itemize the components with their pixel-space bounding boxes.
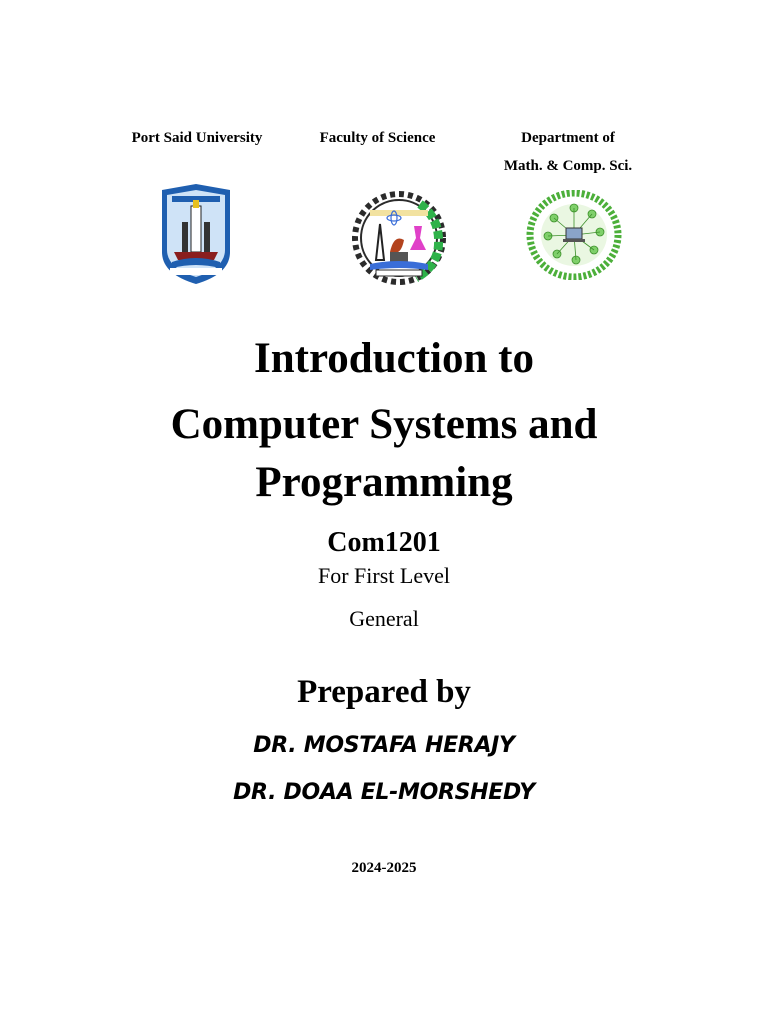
university-logo [158,182,234,286]
department-name-line2: Math. & Comp. Sci. [503,158,633,174]
course-code: Com1201 [327,527,441,558]
author-1: DR. MOSTAFA HERAJY [253,733,515,758]
title-line-1: Introduction to [254,335,534,382]
course-track: General [349,606,419,631]
university-name: Port Said University [131,130,263,146]
academic-year: 2024-2025 [351,860,417,876]
title-line-3: Programming [255,459,513,506]
department-logo [526,190,622,280]
faculty-name: Faculty of Science [319,130,436,146]
prepared-by-heading: Prepared by [297,674,471,710]
title-line-2: Computer Systems and [170,401,598,448]
author-2: DR. DOAA EL-MORSHEDY [233,780,535,805]
course-level: For First Level [318,563,450,588]
faculty-logo [350,190,448,286]
department-name-line1: Department of [521,130,615,146]
